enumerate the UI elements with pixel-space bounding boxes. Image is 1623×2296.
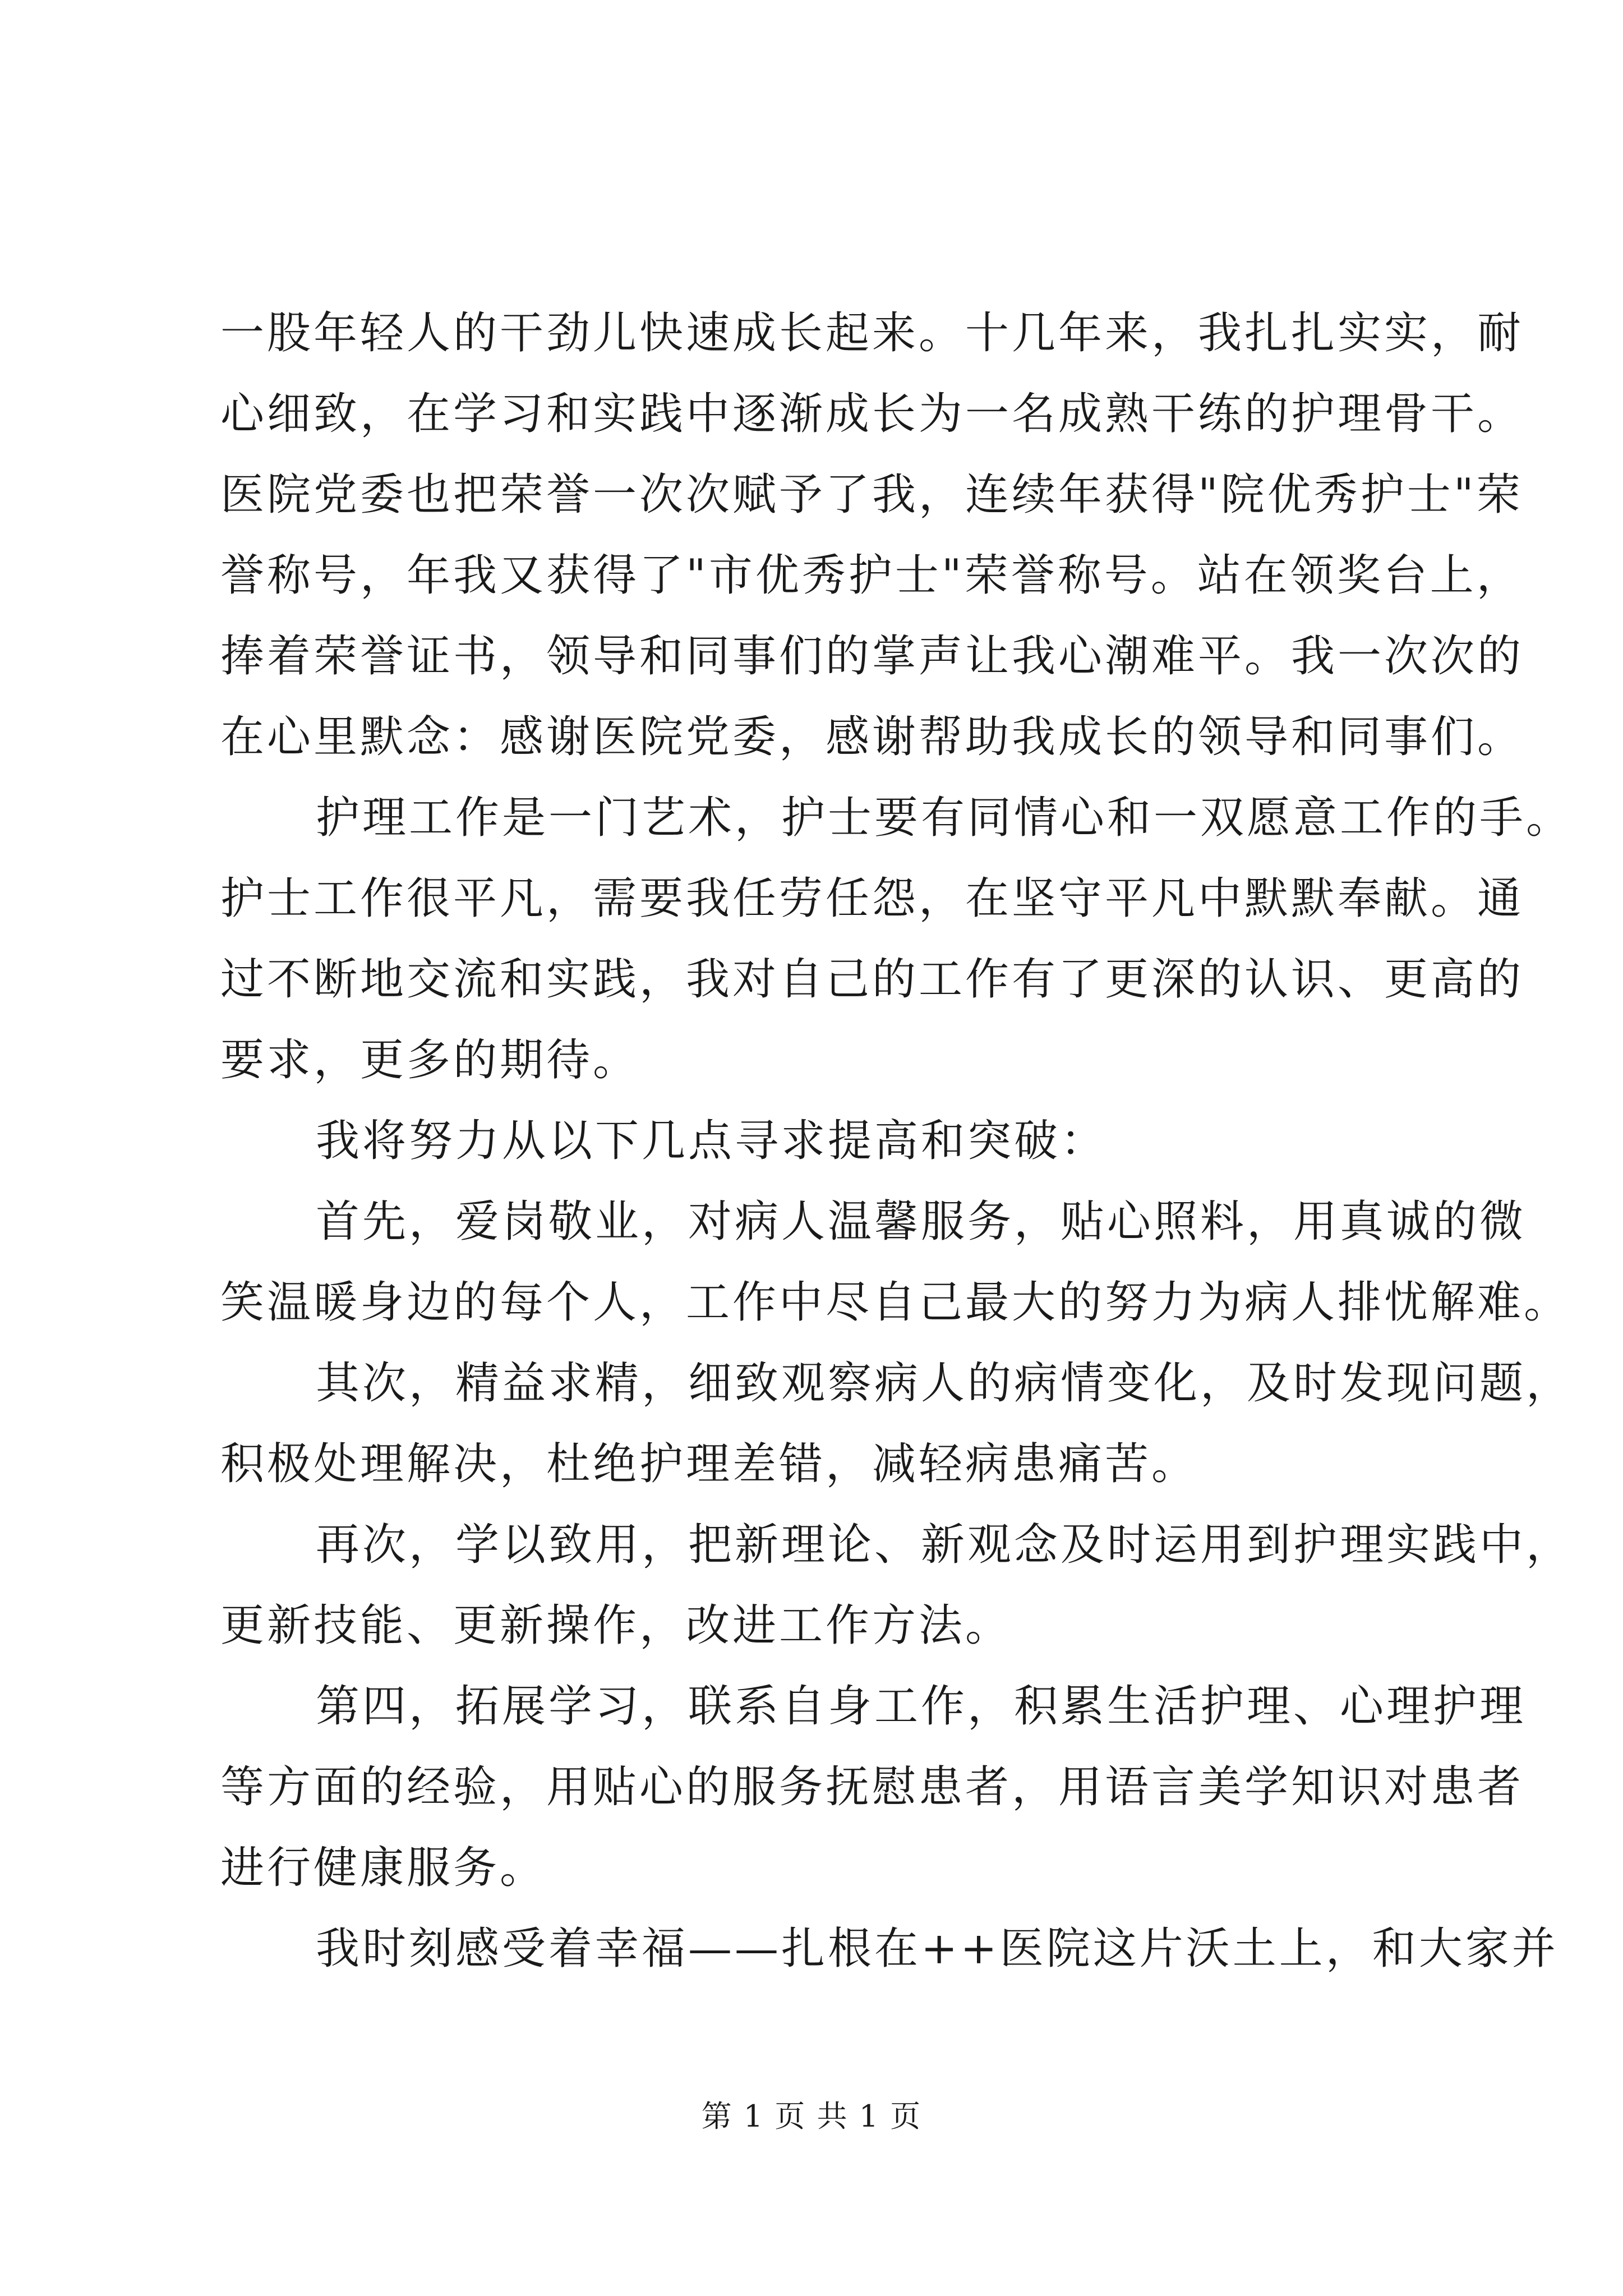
text-line: 积极处理解决，杜绝护理差错，减轻病患痛苦。 bbox=[220, 1439, 1198, 1489]
page-footer: 第 1 页 共 1 页 bbox=[701, 2099, 922, 2134]
text-line: 护理工作是一门艺术，护士要有同情心和一双愿意工作的手。 bbox=[316, 793, 1573, 843]
text-line: 等方面的经验，用贴心的服务抚慰患者，用语言美学知识对患者 bbox=[220, 1762, 1524, 1812]
text-line: 再次，学以致用，把新理论、新观念及时运用到护理实践中， bbox=[316, 1520, 1573, 1570]
text-line: 捧着荣誉证书，领导和同事们的掌声让我心潮难平。我一次次的 bbox=[220, 631, 1524, 682]
text-line: 在心里默念：感谢医院党委，感谢帮助我成长的领导和同事们。 bbox=[220, 712, 1524, 762]
text-line: 我时刻感受着幸福——扎根在++医院这片沃土上，和大家并 bbox=[316, 1924, 1559, 1974]
text-line: 我将努力从以下几点寻求提高和突破： bbox=[316, 1116, 1108, 1166]
text-line: 更新技能、更新操作，改进工作方法。 bbox=[220, 1600, 1012, 1651]
document-body bbox=[220, 293, 1573, 1989]
text-line: 首先，爱岗敬业，对病人温馨服务，贴心照料，用真诚的微 bbox=[316, 1197, 1527, 1247]
text-line: 护士工作很平凡，需要我任劳任怨，在坚守平凡中默默奉献。通 bbox=[220, 873, 1524, 924]
text-line: 其次，精益求精，细致观察病人的病情变化，及时发现问题， bbox=[316, 1358, 1573, 1409]
text-line: 一股年轻人的干劲儿快速成长起来。十几年来，我扎扎实实，耐 bbox=[220, 308, 1524, 358]
text-line: 过不断地交流和实践，我对自己的工作有了更深的认识、更高的 bbox=[220, 954, 1524, 1005]
text-line: 第四，拓展学习，联系自身工作，积累生活护理、心理护理 bbox=[316, 1681, 1527, 1732]
text-line: 心细致，在学习和实践中逐渐成长为一名成熟干练的护理骨干。 bbox=[220, 389, 1524, 439]
text-line: 誉称号，年我又获得了"市优秀护士"荣誉称号。站在领奖台上， bbox=[220, 550, 1523, 601]
text-line: 进行健康服务。 bbox=[220, 1843, 547, 1893]
text-line: 笑温暖身边的每个人，工作中尽自己最大的努力为病人排忧解难。 bbox=[220, 1277, 1571, 1328]
text-line: 医院党委也把荣誉一次次赋予了我，连续年获得"院优秀护士"荣 bbox=[220, 470, 1523, 520]
text-line: 要求，更多的期待。 bbox=[220, 1035, 640, 1085]
